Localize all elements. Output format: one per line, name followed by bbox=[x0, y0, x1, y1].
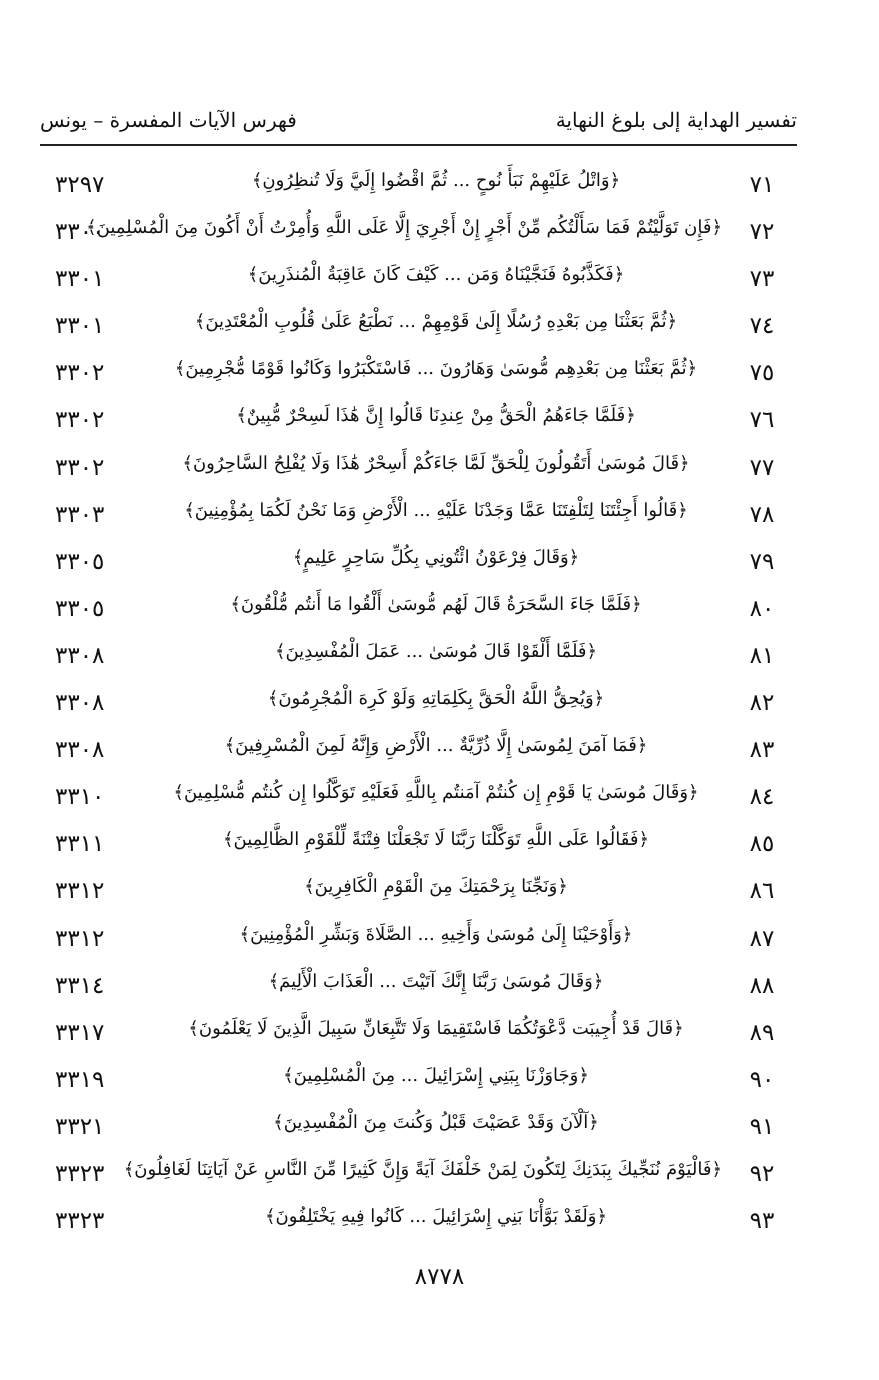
ayah-number: ٨٧ bbox=[749, 925, 775, 952]
ayah-number: ٧٥ bbox=[749, 360, 775, 387]
ayah-text: ﴿وَجَاوَزْنَا بِبَنِي إِسْرَائِيلَ ... مِنَ الْمُسْلِمِينَ﴾ bbox=[283, 1064, 589, 1086]
ayah-text: ﴿قَالَ مُوسَىٰ أَتَقُولُونَ لِلْحَقِّ لَمَّا جَاءَكُمْ أَسِحْرٌ هَٰذَا وَلَا يُفْلِحُ السَّاحِرُونَ﴾ bbox=[182, 452, 690, 474]
index-row bbox=[40, 821, 797, 868]
ayah-text: ﴿وَأَوْحَيْنَا إِلَىٰ مُوسَىٰ وَأَخِيهِ ... الصَّلَاةَ وَبَشِّرِ الْمُؤْمِنِينَ﴾ bbox=[239, 923, 633, 945]
index-row bbox=[40, 256, 797, 303]
ayah-text: ﴿ثُمَّ بَعَثْنَا مِن بَعْدِهِم مُّوسَىٰ وَهَارُونَ ... فَاسْتَكْبَرُوا وَكَانُوا قَوْمًا مُّجْرِمِينَ﴾ bbox=[174, 358, 698, 380]
ayah-number: ٨٢ bbox=[749, 690, 775, 717]
index-row bbox=[40, 1198, 797, 1245]
ayah-text: ﴿وَقَالَ مُوسَىٰ يَا قَوْمِ إِن كُنتُمْ آمَنتُم بِاللَّهِ فَعَلَيْهِ تَوَكَّلُوا إِن كُنتُم مُّسْلِمِينَ﴾ bbox=[173, 782, 699, 804]
page-reference: ٣٣٠٨ bbox=[55, 642, 105, 669]
index-row bbox=[40, 1010, 797, 1057]
ayah-text: ﴿وَيُحِقُّ اللَّهُ الْحَقَّ بِكَلِمَاتِهِ وَلَوْ كَرِهَ الْمُجْرِمُونَ﴾ bbox=[267, 688, 605, 710]
ayah-text: ﴿آلْآنَ وَقَدْ عَصَيْتَ قَبْلُ وَكُنتَ مِنَ الْمُفْسِدِينَ﴾ bbox=[273, 1111, 599, 1133]
index-row bbox=[40, 774, 797, 821]
ayah-number: ٧٦ bbox=[749, 407, 775, 434]
book-title: تفسير الهداية إلى بلوغ النهاية bbox=[555, 108, 797, 132]
header-rule bbox=[40, 144, 797, 146]
index-row bbox=[40, 1151, 797, 1198]
ayah-number: ٨٤ bbox=[749, 784, 775, 811]
page-reference: ٣٣٠٨ bbox=[55, 690, 105, 717]
index-row bbox=[40, 727, 797, 774]
ayah-number: ٧٩ bbox=[749, 548, 775, 575]
index-row bbox=[40, 492, 797, 539]
index-row bbox=[40, 963, 797, 1010]
index-row bbox=[40, 303, 797, 350]
index-row bbox=[40, 586, 797, 633]
section-title: فهرس الآيات المفسرة – يونس bbox=[40, 108, 297, 132]
ayah-text: ﴿فَلَمَّا أَلْقَوْا قَالَ مُوسَىٰ ... عَمَلَ الْمُفْسِدِينَ﴾ bbox=[274, 640, 598, 662]
page-reference: ٣٢٩٧ bbox=[55, 172, 105, 198]
ayah-number: ٨٨ bbox=[749, 972, 775, 999]
ayah-number: ٨٩ bbox=[749, 1019, 775, 1046]
page-number: ٨٧٧٨ bbox=[414, 1264, 465, 1290]
ayah-text: ﴿ثُمَّ بَعَثْنَا مِن بَعْدِهِ رُسُلًا إِلَىٰ قَوْمِهِمْ ... نَطْبَعُ عَلَىٰ قُلُوبِ الْمُعْتَدِينَ﴾ bbox=[194, 311, 678, 333]
ayah-text: ﴿وَقَالَ فِرْعَوْنُ ائْتُونِي بِكُلِّ سَاحِرٍ عَلِيمٍ﴾ bbox=[292, 546, 580, 568]
page-reference: ٣٣١٧ bbox=[55, 1019, 105, 1046]
index-row bbox=[40, 916, 797, 963]
page-reference: ٣٣٢١ bbox=[55, 1113, 105, 1140]
index-row bbox=[40, 209, 797, 256]
index-row bbox=[40, 1104, 797, 1151]
ayah-number: ٨١ bbox=[749, 642, 775, 669]
page-reference: ٣٣١٢ bbox=[55, 878, 105, 905]
ayah-text: ﴿فَقَالُوا عَلَى اللَّهِ تَوَكَّلْنَا رَبَّنَا لَا تَجْعَلْنَا فِتْنَةً لِّلْقَوْمِ الظَّالِمِينَ﴾ bbox=[222, 829, 650, 851]
page-reference: ٣٣٠١ bbox=[55, 313, 105, 340]
index-row bbox=[40, 397, 797, 444]
ayah-text: ﴿فَإِن تَوَلَّيْتُمْ فَمَا سَأَلْتُكُم مِّنْ أَجْرٍ إِنْ أَجْرِيَ إِلَّا عَلَى اللَّهِ وَأُمِرْتُ أَنْ أَكُونَ مِنَ الْمُسْلِمِينَ﴾ bbox=[86, 217, 722, 239]
ayah-text: ﴿فَلَمَّا جَاءَهُمُ الْحَقُّ مِنْ عِندِنَا قَالُوا إِنَّ هَٰذَا لَسِحْرٌ مُّبِينٌ﴾ bbox=[236, 405, 636, 427]
ayah-text: ﴿فَكَذَّبُوهُ فَنَجَّيْنَاهُ وَمَن ... كَيْفَ كَانَ عَاقِبَةُ الْمُنذَرِينَ﴾ bbox=[247, 264, 625, 286]
ayah-number: ٧٢ bbox=[749, 219, 775, 246]
ayah-number: ٧٤ bbox=[749, 313, 775, 340]
ayah-text: ﴿فَلَمَّا جَاءَ السَّحَرَةُ قَالَ لَهُم مُّوسَىٰ أَلْقُوا مَا أَنتُم مُّلْقُونَ﴾ bbox=[230, 593, 642, 615]
ayah-number: ٩٠ bbox=[749, 1066, 775, 1093]
ayah-text: ﴿وَاتْلُ عَلَيْهِمْ نَبَأَ نُوحٍ ... ثُمَّ اقْضُوا إِلَيَّ وَلَا تُنظِرُونِ﴾ bbox=[251, 170, 621, 191]
page-reference: ٣٣١٠ bbox=[55, 784, 105, 811]
ayah-number: ٩٣ bbox=[749, 1208, 775, 1235]
index-row bbox=[40, 350, 797, 397]
index-row bbox=[40, 633, 797, 680]
index-row bbox=[40, 445, 797, 492]
ayah-number: ٩٢ bbox=[749, 1160, 775, 1187]
ayah-number: ٧٧ bbox=[749, 454, 775, 481]
page-reference: ٣٣٢٣ bbox=[55, 1208, 105, 1235]
ayah-text: ﴿فَالْيَوْمَ نُنَجِّيكَ بِبَدَنِكَ لِتَكُونَ لِمَنْ خَلْفَكَ آيَةً وَإِنَّ كَثِيرًا مِّنَ النَّاسِ عَنْ آيَاتِنَا لَغَافِلُونَ﴾ bbox=[123, 1158, 722, 1180]
ayah-number: ٨٣ bbox=[749, 737, 775, 764]
ayah-number: ٨٠ bbox=[749, 595, 775, 622]
page-reference: ٣٣٠٨ bbox=[55, 737, 105, 764]
ayah-text: ﴿قَالُوا أَجِئْتَنَا لِتَلْفِتَنَا عَمَّا وَجَدْنَا عَلَيْهِ ... الْأَرْضِ وَمَا نَحْنُ لَكُمَا بِمُؤْمِنِينَ﴾ bbox=[184, 499, 688, 521]
page-reference: ٣٣١٩ bbox=[55, 1066, 105, 1093]
page-reference: ٣٣٠٥ bbox=[55, 595, 105, 622]
ayah-text: ﴿فَمَا آمَنَ لِمُوسَىٰ إِلَّا ذُرِّيَّةٌ ... الْأَرْضِ وَإِنَّهُ لَمِنَ الْمُسْرِفِينَ﴾ bbox=[224, 735, 648, 757]
page-reference: ٣٣٠٠ bbox=[55, 219, 105, 246]
page-reference: ٣٣١٤ bbox=[55, 972, 105, 999]
ayah-number: ٨٦ bbox=[749, 878, 775, 905]
page-reference: ٣٣٢٣ bbox=[55, 1160, 105, 1187]
ayah-number: ٧١ bbox=[749, 172, 775, 198]
page-reference: ٣٣٠٢ bbox=[55, 407, 105, 434]
ayah-number: ٧٣ bbox=[749, 266, 775, 293]
page-reference: ٣٣٠٢ bbox=[55, 454, 105, 481]
ayah-text: ﴿وَلَقَدْ بَوَّأْنَا بَنِي إِسْرَائِيلَ ... كَانُوا فِيهِ يَخْتَلِفُونَ﴾ bbox=[264, 1206, 608, 1228]
ayah-number: ٨٥ bbox=[749, 831, 775, 858]
index-row bbox=[40, 680, 797, 727]
page-reference: ٣٣٠٣ bbox=[55, 501, 105, 528]
page-reference: ٣٣٠١ bbox=[55, 266, 105, 293]
index-row bbox=[40, 539, 797, 586]
index-row bbox=[40, 868, 797, 915]
running-header bbox=[40, 108, 797, 142]
ayah-text: ﴿قَالَ قَدْ أُجِيبَت دَّعْوَتُكُمَا فَاسْتَقِيمَا وَلَا تَتَّبِعَانِّ سَبِيلَ الَّذِينَ لَا يَعْلَمُونَ﴾ bbox=[188, 1017, 684, 1039]
ayah-text: ﴿وَقَالَ مُوسَىٰ رَبَّنَا إِنَّكَ آتَيْتَ ... الْعَذَابَ الْأَلِيمَ﴾ bbox=[268, 970, 604, 992]
ayah-index-list bbox=[40, 162, 797, 1245]
ayah-number: ٧٨ bbox=[749, 501, 775, 528]
page-reference: ٣٣١٢ bbox=[55, 925, 105, 952]
index-row bbox=[40, 1057, 797, 1104]
ayah-number: ٩١ bbox=[749, 1113, 775, 1140]
page-reference: ٣٣٠٥ bbox=[55, 548, 105, 575]
index-row bbox=[40, 162, 797, 209]
page-reference: ٣٣٠٢ bbox=[55, 360, 105, 387]
ayah-text: ﴿وَنَجِّنَا بِرَحْمَتِكَ مِنَ الْقَوْمِ الْكَافِرِينَ﴾ bbox=[304, 876, 568, 898]
page-reference: ٣٣١١ bbox=[55, 831, 105, 858]
